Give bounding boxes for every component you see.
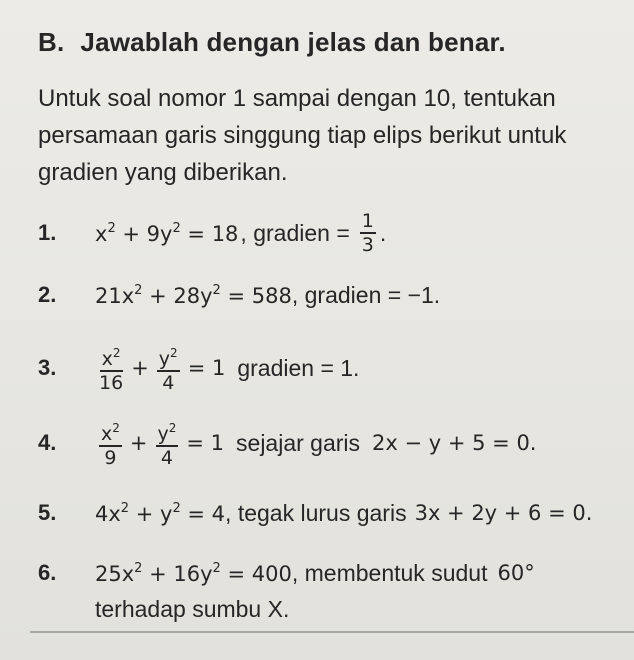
angle-value: 60° (497, 561, 535, 585)
instructions (38, 80, 628, 191)
problem-2 (38, 270, 440, 320)
section-title: Jawablah dengan jelas dan benar. (80, 27, 506, 57)
line-equation: 2x − y + 5 = 0. (372, 431, 537, 455)
problem-number: 3. (38, 355, 57, 380)
condition-text: sejajar garis (236, 429, 361, 456)
continuation-text: terhadap sumbu X. (95, 595, 290, 622)
ellipse-equation: $25x^2 + 16y^2 = 400$ (95, 560, 292, 586)
gradient-fraction: $\frac{1}{3}$ (361, 210, 374, 256)
condition-text: , gradien = (240, 219, 350, 246)
instructions-line-1: Untuk soal nomor 1 sampai dengan 10, tentukan (38, 85, 556, 112)
equation-rhs: = 1 (187, 356, 226, 380)
problem-4 (38, 413, 536, 473)
plus-sign: + (129, 431, 148, 455)
problem-6-continuation (95, 584, 289, 634)
equation-rhs: = 1 (186, 431, 225, 455)
problem-number: 5. (38, 500, 57, 525)
fraction-x: $\frac{x^2}{9}$ (99, 417, 122, 469)
problem-5 (38, 488, 592, 538)
plus-sign: + (131, 356, 149, 380)
line-equation: 3x + 2y + 6 = 0. (414, 501, 593, 525)
ellipse-equation: $4x^2 + y^2 = 4$ (95, 500, 226, 526)
problem-number: 2. (38, 282, 57, 307)
problem-3 (38, 338, 359, 398)
fraction-y: $\frac{y^2}{4}$ (156, 417, 179, 469)
section-number: B. (38, 27, 65, 57)
ellipse-equation: $x^2 + 9y^2 = 18$ (95, 220, 239, 246)
condition-text: gradien = 1. (237, 354, 360, 381)
condition-text: , membentuk sudut (291, 559, 488, 586)
page-divider (30, 631, 634, 633)
problem-number: 1. (38, 220, 57, 245)
instructions-line-3: gradien yang diberikan. (38, 159, 288, 186)
ellipse-equation: $21x^2 + 28y^2 = 588$ (95, 282, 292, 308)
instructions-line-2: persamaan garis singgung tiap elips berikut untuk (38, 122, 567, 149)
condition-text: , tegak lurus garis (225, 499, 407, 526)
problem-1 (38, 208, 386, 258)
condition-text: , gradien = −1. (291, 281, 441, 308)
fraction-x: $\frac{x^2}{16}$ (99, 342, 123, 394)
item-tail: . (379, 219, 387, 246)
fraction-y: $\frac{y^2}{4}$ (157, 342, 180, 394)
section-heading (38, 27, 506, 58)
problem-number: 4. (38, 430, 57, 455)
problem-number: 6. (38, 560, 57, 585)
